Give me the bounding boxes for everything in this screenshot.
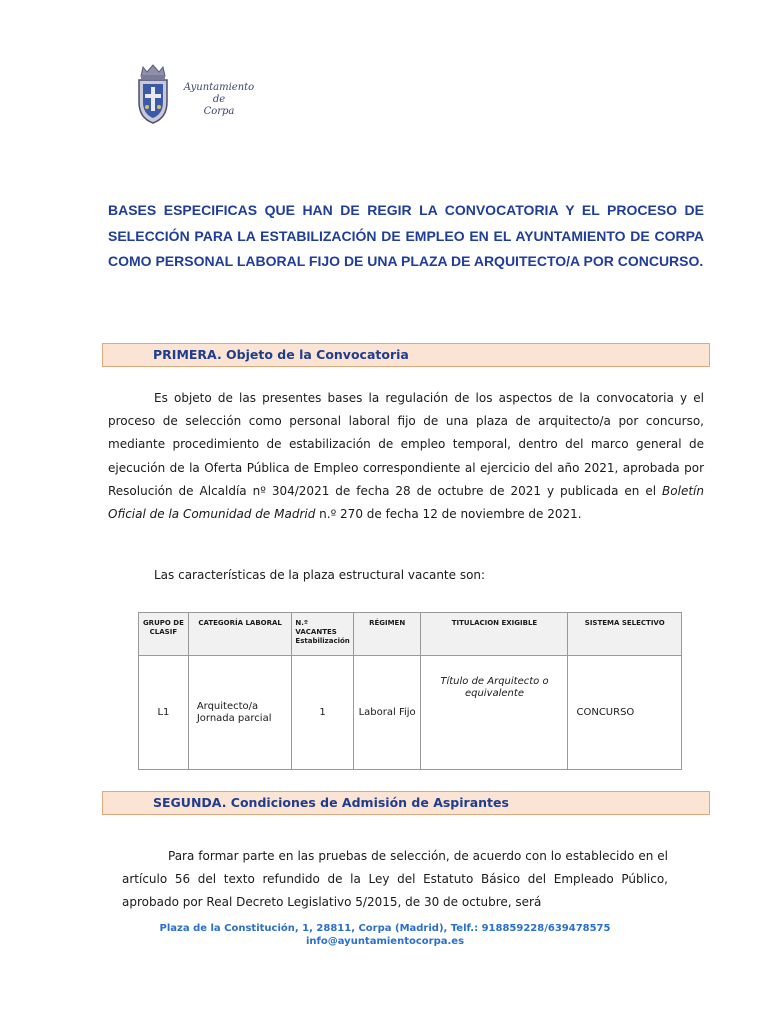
- section-segunda-paragraph: [122, 845, 668, 915]
- table-header-row: [139, 613, 682, 656]
- header-sistema: SISTEMA SELECTIVO: [568, 613, 682, 656]
- paragraph-bocm-italic: Boletín Oficial de la Comunidad de Madrid: [108, 483, 704, 522]
- header-regimen: RÉGIMEN: [353, 613, 421, 656]
- header-vacantes: N.º VACANTES Estabilización: [292, 613, 353, 656]
- document-title: BASES ESPECIFICAS QUE HAN DE REGIR LA CONVOCATORIA Y EL PROCESO DE SELECCIÓN PARA LA ESTABILIZACIÓN DE EMPLEO EN EL AYUNTAMIENTO DE CORPA COMO PERSONAL LABORAL FIJO DE UNA PLAZA DE ARQUITECTO/A POR CONCURSO.: [108, 202, 704, 269]
- section-segunda-heading: [102, 791, 710, 815]
- cell-titulacion: Título de Arquitecto o equivalente: [421, 656, 568, 770]
- logo-text: [179, 82, 259, 118]
- plaza-table: [138, 612, 682, 770]
- header-categoria: CATEGORÍA LABORAL: [188, 613, 292, 656]
- paragraph-text-end: n.º 270 de fecha 12 de noviembre de 2021.: [319, 507, 582, 522]
- logo-line-2: de: [212, 94, 226, 105]
- municipal-logo: [133, 62, 273, 128]
- cell-regimen: Laboral Fijo: [353, 656, 421, 770]
- table-intro: Las características de la plaza estructural vacante son:: [154, 568, 486, 582]
- cell-categoria: Arquitecto/a Jornada parcial: [188, 656, 292, 770]
- section-primera-label: PRIMERA. Objeto de la Convocatoria: [153, 347, 409, 362]
- cell-grupo: L1: [139, 656, 189, 770]
- page-footer: [100, 922, 670, 948]
- logo-line-3: Corpa: [203, 106, 235, 117]
- header-titulacion: TITULACION EXIGIBLE: [421, 613, 568, 656]
- coat-of-arms-icon: [133, 62, 173, 126]
- footer-address: Plaza de la Constitución, 1, 28811, Corpa (Madrid), Telf.: 918859228/639478575: [159, 923, 611, 934]
- table-row: [139, 656, 682, 770]
- cell-sistema: CONCURSO: [568, 656, 682, 770]
- header-grupo: GRUPO DE CLASIF: [139, 613, 189, 656]
- logo-line-1: Ayuntamiento: [183, 82, 255, 93]
- footer-email[interactable]: info@ayuntamientocorpa.es: [305, 936, 465, 947]
- cell-vacantes: 1: [292, 656, 353, 770]
- paragraph-text-start: Es objeto de las presentes bases la regulación de los aspectos de la convocatoria y el proceso de selección como personal laboral fijo de una plaza de arquitecto/a por concurso, mediante procedimiento de estabilización de empleo temporal, dentro del marco general de ejecución de la Oferta Pública de Empleo correspondiente al ejercicio del año 2021, aprobada por Resolución de Alcaldía nº 304/2021 de fecha 28 de octubre de 2021 y publicada en el: [108, 391, 704, 498]
- section-segunda-label: SEGUNDA. Condiciones de Admisión de Aspirantes: [153, 795, 509, 810]
- section-primera-heading: [102, 343, 710, 367]
- section-primera-paragraph: [108, 387, 704, 526]
- segunda-paragraph-text: Para formar parte en las pruebas de selección, de acuerdo con lo establecido en el artículo 56 del texto refundido de la Ley del Estatuto Básico del Empleado Público, aprobado por Real Decreto Legislativo 5/2015, de 30 de octubre, será: [122, 849, 668, 910]
